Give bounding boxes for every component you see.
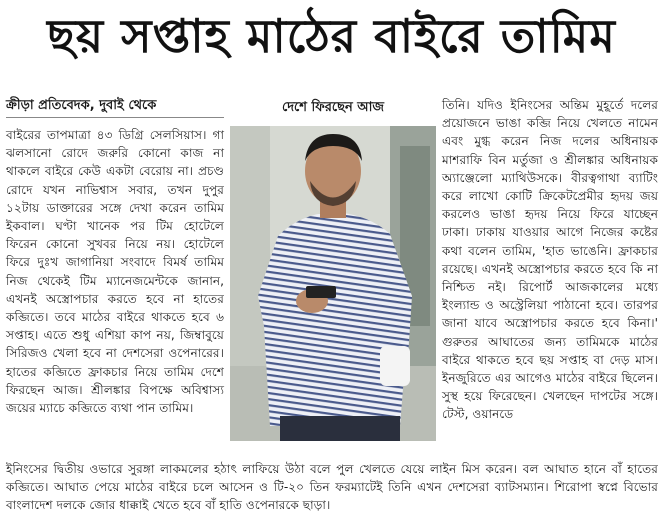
article-text-bottom-left: ইনিংসের দ্বিতীয় ওভারে সুরঙ্গা লাকমলের হঠাৎ লাফিয়ে উঠা বলে পুল খেলতে যেয়ে লাইন মিস করেন। বল আঘাত হানে বাঁ হাতের কব্জিতে। আঘাত পেয়ে মাঠের বাইরে চলে আসেন: [6, 462, 658, 495]
article-text-right: তিনি। যদিও ইনিংসের অন্তিম মুহূর্তে দলের প্রয়োজনে ভাঙা কব্জি নিয়ে খেলতে নামেন এবং মুগ্ধ করেন নিজ দলের অধিনায়ক মাশরাফি বিন মর্তুজা ও শ্রীলঙ্কার অধিনায়ক অ্যাঞ্জেলো ম্যাথিউসকে। বীরত্বগাথা ব্যাটিং করে লাখো কোটি ক্রিকেটপ্রেমীর হৃদয় জয় করলেও ভাঙা হৃদয় নিয়ে ফিরে যাচ্ছেন ঢাকা। ঢাকায় যাওয়ার আগে নিজের কষ্টের কথা বলেন তামিম, 'হাত ভাঙেনি। ফ্রাকচার রয়েছে। এখনই অস্ত্রোপচার করতে হবে কি না নিশ্চিত নই। রিপোর্ট আজকালের মধ্যে ইংল্যান্ড ও অস্ট্রেলিয়া পাঠানো হবে। তারপর জানা যাবে অস্ত্রোপচার করতে হবে কিনা।' গুরুতর আঘাতের জন্য তামিমকে মাঠের বাইরে থাকতে হবে ছয় সপ্তাহ বা দেড় মাস। ইনজুরিতে এর আগেও মাঠের বাইরে ছিলেন। সুস্থ হয়ে ফিরেছেন। খেলছেন দাপটের সঙ্গে। টেস্ট, ওয়ানডে: [442, 98, 658, 422]
photo-caption: দেশে ফিরছেন আজ: [281, 100, 385, 115]
headline: ছয় সপ্তাহ মাঠের বাইরে তামিম: [47, 9, 616, 63]
article-column-left: [6, 126, 224, 417]
article-bottom-text: [6, 460, 658, 515]
player-photo-illustration: [230, 126, 436, 441]
article-text-bottom-right: ও টি-২০ তিন ফরম্যাটেই তিনি এখন দেশসেরা ব্যাটসম্যান। শিরোপা স্বপ্নে বিভোর বাংলাদেশ দলকে জোর ধাক্কাই খেতে হবে বাঁ হাতি ওপেনারকে ছাড়া।: [6, 480, 659, 513]
article-text-left: বাইরের তাপমাত্রা ৪৩ ডিগ্রি সেলসিয়াস। গা ঝলসানো রোদে জরুরি কোনো কাজ না থাকলে বাইরে কেউ একটা বেরোয় না। প্রচণ্ড রোদে যখন নাভিশ্বাস সবার, তখন দুপুর ১২টায় ডাক্তারের সঙ্গে দেখা করেন তামিম ইকবাল। ঘণ্টা খানেক পর টিম হোটেলে ফিরেন কোনো সুখবর নিয়ে নয়। হোটেলে ফিরে দুঃখ জাগানিয়া সংবাদে বিমর্ষ তামিম নিজ থেকেই টিম ম্যানেজমেন্টকে জানান, এখনই অস্ত্রোপচার করতে হবে না হাতের কব্জিতে। তবে মাঠের বাইরে থাকতে হবে ৬ সপ্তাহ। এতে শুধু এশিয়া কাপ নয়, জিম্বাবুয়ে সিরিজও খেলা হবে না দেশসেরা ওপেনারের। হাতের কব্জিতে ফ্রাকচার নিয়ে তামিম দেশে ফিরছেন আজ। শ্রীলঙ্কার বিপক্ষে অবিশ্বাস্য জয়ের ম্যাচে কব্জিতে ব্যথা পান তামিম।: [6, 128, 224, 416]
article-column-right: [442, 96, 658, 424]
article-photo: [230, 126, 436, 441]
byline: ক্রীড়া প্রতিবেদক, দুবাই থেকে: [6, 98, 224, 118]
